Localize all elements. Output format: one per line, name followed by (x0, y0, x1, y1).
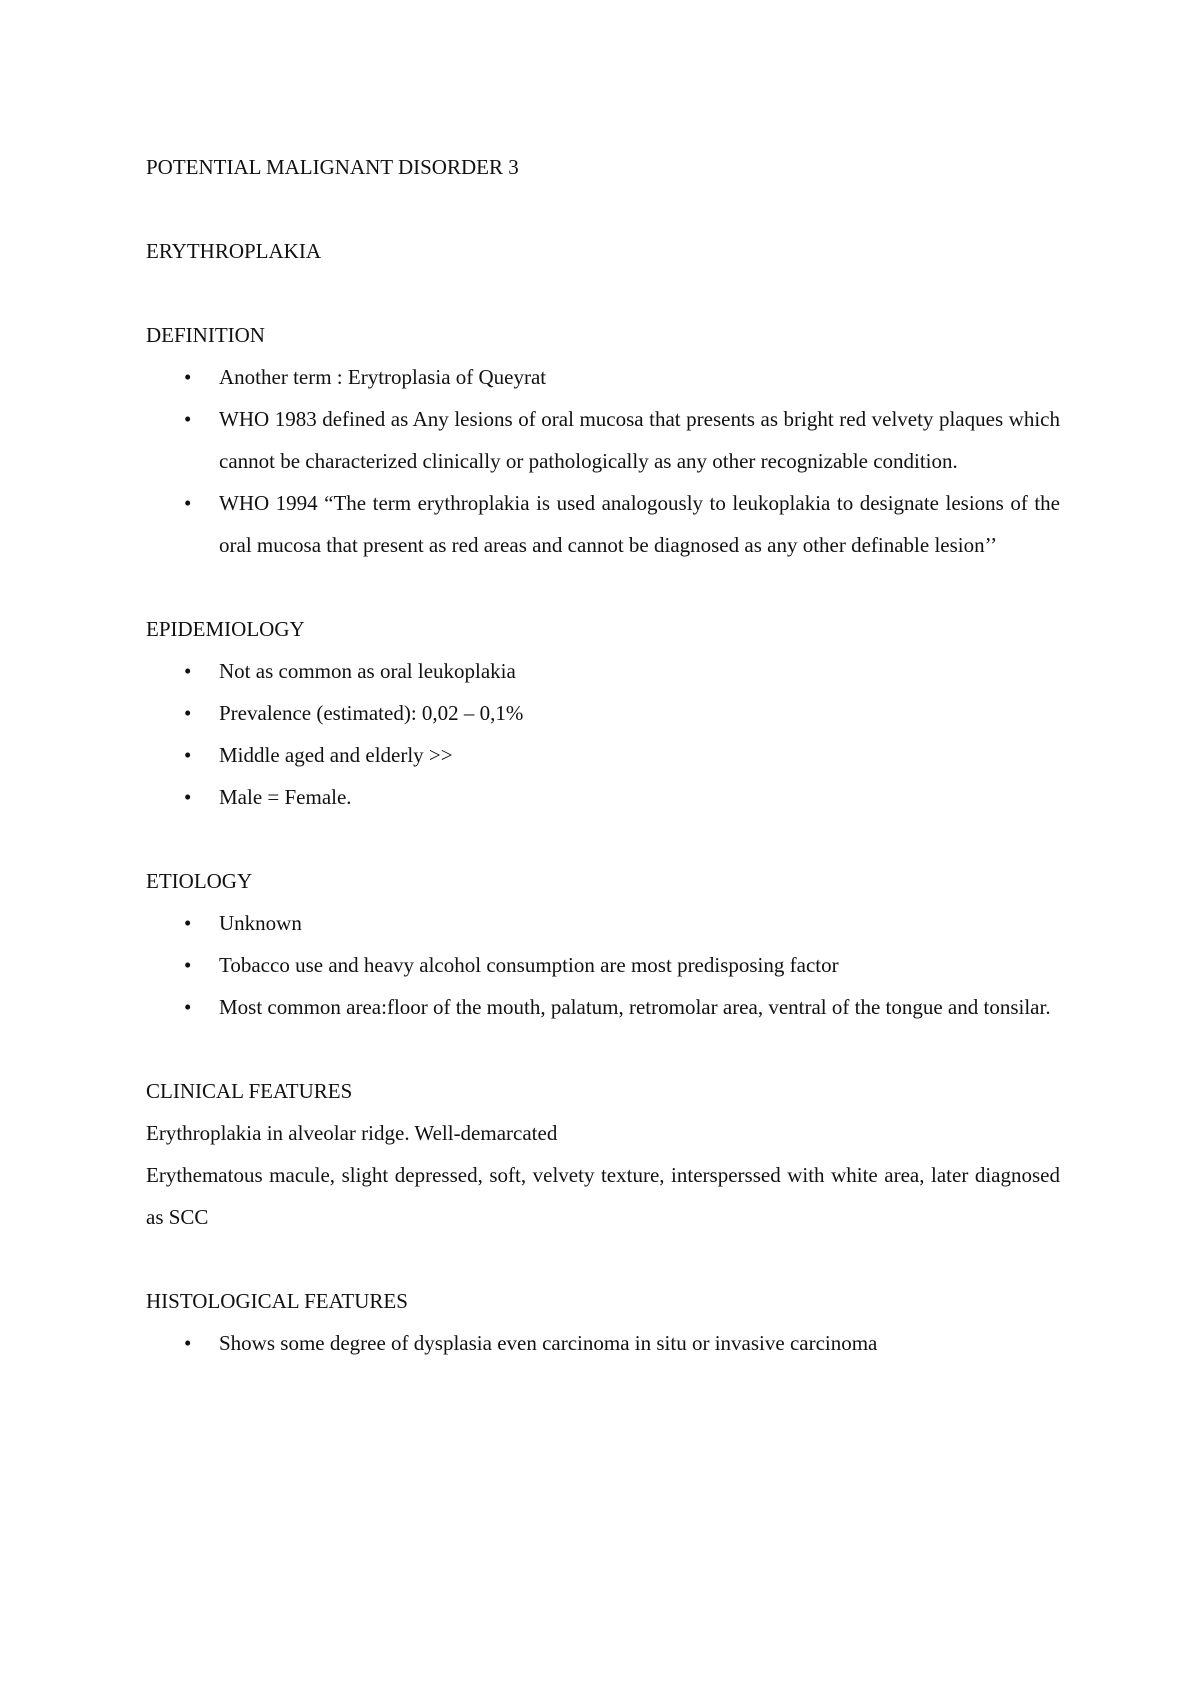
list-item-text: Shows some degree of dysplasia even carcinoma in situ or invasive carcinoma (219, 1331, 878, 1355)
list-item (146, 398, 1060, 482)
section-heading-definition: DEFINITION (146, 323, 265, 347)
list-item (146, 986, 1060, 1028)
bullet-icon: • (184, 743, 192, 767)
list-item (146, 944, 1060, 986)
list-item (146, 902, 1060, 944)
list-item-text: Not as common as oral leukoplakia (219, 659, 516, 683)
paragraph: Erythroplakia in alveolar ridge. Well-demarcated (146, 1121, 558, 1145)
paragraph: Erythematous macule, slight depressed, soft, velvety texture, intersperssed with white area, later diagnosed as SCC (146, 1163, 1060, 1229)
bullet-icon: • (184, 701, 192, 725)
bullet-list-definition (146, 356, 1060, 566)
list-item-text: Unknown (219, 911, 302, 935)
document-subtitle-block (146, 230, 1060, 272)
list-item (146, 1322, 1060, 1364)
bullet-icon: • (184, 911, 192, 935)
section-histological-features (146, 1280, 1060, 1364)
section-heading-histological-features: HISTOLOGICAL FEATURES (146, 1289, 408, 1313)
bullet-list-histological-features (146, 1322, 1060, 1364)
bullet-icon: • (184, 1331, 192, 1355)
list-item-text: Prevalence (estimated): 0,02 – 0,1% (219, 701, 524, 725)
list-item (146, 692, 1060, 734)
list-item-text: Male = Female. (219, 785, 352, 809)
list-item (146, 356, 1060, 398)
list-item-text: WHO 1994 “The term erythroplakia is used analogously to leukoplakia to designate lesions of the oral mucosa that present as red areas and cannot be diagnosed as any other definable lesion’’ (219, 491, 1060, 557)
section-heading-clinical-features: CLINICAL FEATURES (146, 1079, 353, 1103)
document-content (146, 146, 1060, 1364)
bullet-icon: • (184, 659, 192, 683)
section-definition (146, 314, 1060, 566)
document-subtitle: ERYTHROPLAKIA (146, 239, 322, 263)
section-etiology (146, 860, 1060, 1028)
list-item (146, 734, 1060, 776)
bullet-icon: • (184, 407, 192, 431)
list-item (146, 482, 1060, 566)
section-clinical-features (146, 1070, 1060, 1238)
list-item-text: Most common area:floor of the mouth, palatum, retromolar area, ventral of the tongue and tonsilar. (219, 995, 1051, 1019)
bullet-icon: • (184, 491, 192, 515)
list-item (146, 650, 1060, 692)
list-item-text: Another term : Erytroplasia of Queyrat (219, 365, 547, 389)
list-item-text: Tobacco use and heavy alcohol consumption are most predisposing factor (219, 953, 839, 977)
document-title: POTENTIAL MALIGNANT DISORDER 3 (146, 155, 519, 179)
bullet-icon: • (184, 995, 192, 1019)
section-heading-etiology: ETIOLOGY (146, 869, 253, 893)
bullet-list-epidemiology (146, 650, 1060, 818)
bullet-icon: • (184, 785, 192, 809)
bullet-list-etiology (146, 902, 1060, 1028)
list-item-text: Middle aged and elderly >> (219, 743, 453, 767)
list-item-text: WHO 1983 defined as Any lesions of oral mucosa that presents as bright red velvety plaques which cannot be characterized clinically or pathologically as any other recognizable condition. (219, 407, 1060, 473)
bullet-icon: • (184, 365, 192, 389)
section-heading-epidemiology: EPIDEMIOLOGY (146, 617, 305, 641)
bullet-icon: • (184, 953, 192, 977)
list-item (146, 776, 1060, 818)
section-epidemiology (146, 608, 1060, 818)
